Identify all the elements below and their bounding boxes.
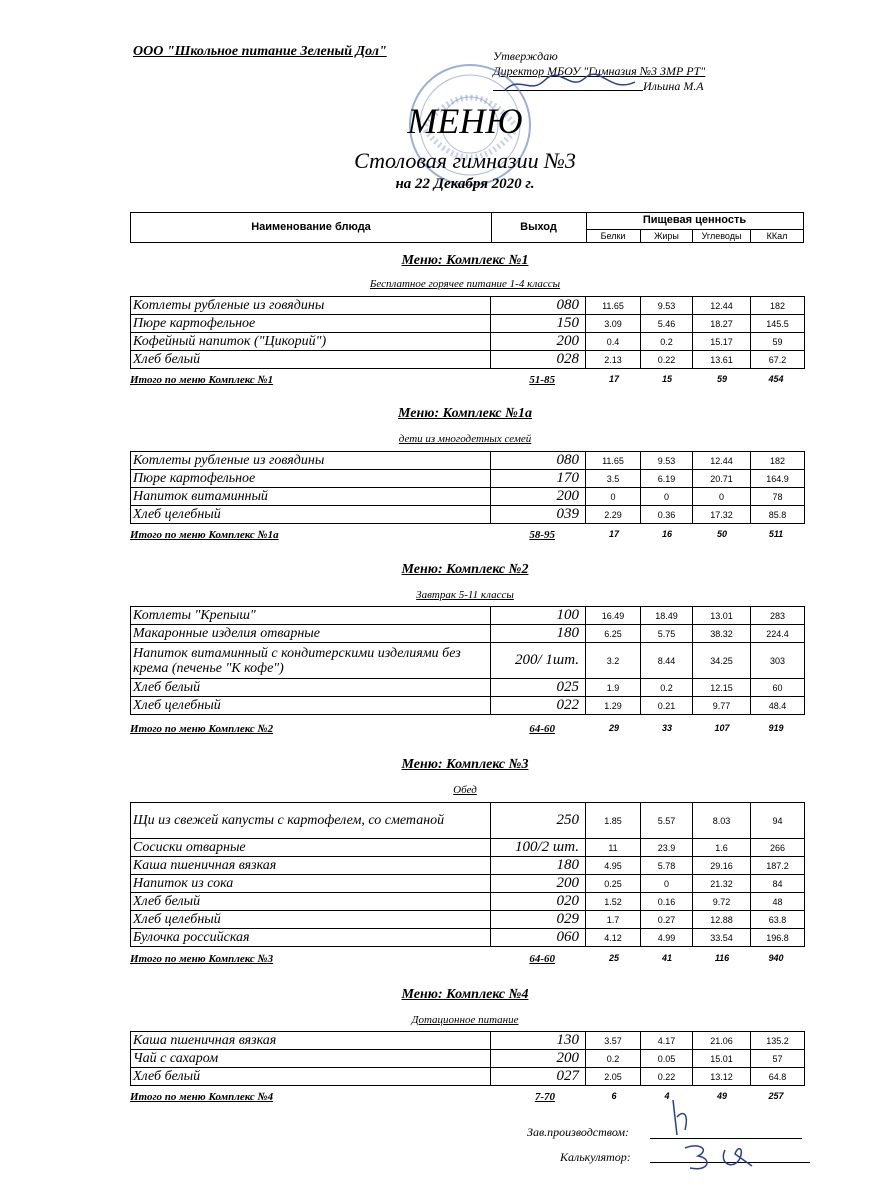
dish-carbs: 33.54: [693, 929, 751, 947]
dish-proteins: 0: [586, 488, 641, 506]
dish-carbs: 21.32: [693, 875, 751, 893]
table-row: [131, 697, 805, 715]
dish-kcal: 224.4: [751, 625, 805, 643]
dish-carbs: 17.32: [693, 506, 751, 524]
total-proteins: 25: [608, 953, 619, 963]
dish-carbs: 9.72: [693, 893, 751, 911]
dish-carbs: 13.12: [693, 1068, 751, 1086]
table-row: [131, 857, 805, 875]
dish-output: 200: [491, 875, 586, 893]
dish-kcal: 187.2: [751, 857, 805, 875]
total-output: 64-60: [529, 723, 555, 735]
dish-kcal: 85.8: [751, 506, 805, 524]
dish-name: Хлеб белый: [131, 679, 491, 697]
dish-fats: 4.99: [641, 929, 693, 947]
dish-kcal: 266: [751, 839, 805, 857]
dish-fats: 0: [641, 488, 693, 506]
dish-carbs: 13.01: [693, 607, 751, 625]
dish-kcal: 182: [751, 297, 805, 315]
dish-proteins: 3.2: [586, 643, 641, 679]
approve-name: Ильина М.А: [643, 79, 704, 93]
total-kcal: 919: [768, 723, 784, 733]
dish-fats: 23.9: [641, 839, 693, 857]
dish-proteins: 0.4: [586, 333, 641, 351]
dish-kcal: 48.4: [751, 697, 805, 715]
dish-proteins: 3.09: [586, 315, 641, 333]
dish-proteins: 2.13: [586, 351, 641, 369]
dish-fats: 0.16: [641, 893, 693, 911]
production-signature: [665, 1095, 695, 1140]
dish-proteins: 1.9: [586, 679, 641, 697]
dish-proteins: 0.2: [586, 1050, 641, 1068]
section-subtitle: Бесплатное горячее питание 1-4 классы: [369, 278, 561, 290]
dish-carbs: 12.15: [693, 679, 751, 697]
dish-carbs: 12.44: [693, 297, 751, 315]
dish-name: Котлеты рубленые из говядины: [131, 297, 491, 315]
dish-fats: 6.19: [641, 470, 693, 488]
dish-carbs: 0: [693, 488, 751, 506]
dish-fats: 9.53: [641, 452, 693, 470]
dish-kcal: 57: [751, 1050, 805, 1068]
total-label: Итого по меню Комплекс №3: [130, 953, 274, 965]
total-carbs: 49: [716, 1091, 727, 1101]
director-signature: [500, 70, 640, 100]
dish-name: Пюре картофельное: [131, 315, 491, 333]
dish-proteins: 1.85: [586, 803, 641, 839]
total-carbs: 116: [714, 953, 730, 963]
dish-name: Щи из свежей капусты с картофелем, со сметаной: [131, 803, 491, 839]
total-proteins: 29: [608, 723, 619, 733]
dish-output: 170: [491, 470, 586, 488]
dish-proteins: 2.29: [586, 506, 641, 524]
dish-name: Каша пшеничная вязкая: [131, 857, 491, 875]
total-fats: 16: [661, 529, 672, 539]
col-proteins-header: Белки: [586, 230, 641, 242]
dish-proteins: 3.5: [586, 470, 641, 488]
total-row: [0, 723, 873, 737]
dish-name: Хлеб белый: [131, 351, 491, 369]
dish-output: 060: [491, 929, 586, 947]
dish-name: Напиток витаминный с кондитерскими изделиями без крема (печенье "К кофе"): [131, 643, 491, 679]
dish-kcal: 303: [751, 643, 805, 679]
total-kcal: 511: [768, 529, 784, 539]
dish-fats: 0: [641, 875, 693, 893]
dish-kcal: 135.2: [751, 1032, 805, 1050]
table-header: [130, 212, 804, 243]
menu-table: [130, 606, 805, 715]
table-row: [131, 875, 805, 893]
dish-output: 130: [491, 1032, 586, 1050]
table-row: [131, 1032, 805, 1050]
dish-proteins: 2.05: [586, 1068, 641, 1086]
approve-position: Директор МБОУ "Гимназия №3 ЗМР РТ": [493, 64, 706, 78]
total-output: 64-60: [529, 953, 555, 965]
dish-name: Сосиски отварные: [131, 839, 491, 857]
dish-name: Хлеб целебный: [131, 506, 491, 524]
dish-proteins: 11.65: [586, 297, 641, 315]
dish-carbs: 38.32: [693, 625, 751, 643]
dish-carbs: 9.77: [693, 697, 751, 715]
dish-carbs: 20.71: [693, 470, 751, 488]
dish-name: Каша пшеничная вязкая: [131, 1032, 491, 1050]
total-output: 58-95: [529, 529, 555, 541]
dish-fats: 0.21: [641, 697, 693, 715]
dish-carbs: 21.06: [693, 1032, 751, 1050]
dish-kcal: 59: [751, 333, 805, 351]
table-row: [131, 643, 805, 679]
dish-fats: 5.75: [641, 625, 693, 643]
dish-fats: 5.78: [641, 857, 693, 875]
dish-output: 029: [491, 911, 586, 929]
dish-proteins: 3.57: [586, 1032, 641, 1050]
dish-kcal: 78: [751, 488, 805, 506]
table-row: [131, 911, 805, 929]
dish-kcal: 64.8: [751, 1068, 805, 1086]
dish-kcal: 145.5: [751, 315, 805, 333]
dish-output: 150: [491, 315, 586, 333]
dish-output: 200/ 1шт.: [491, 643, 586, 679]
dish-fats: 0.22: [641, 351, 693, 369]
dish-fats: 0.36: [641, 506, 693, 524]
total-carbs: 50: [716, 529, 727, 539]
dish-fats: 0.27: [641, 911, 693, 929]
dish-fats: 4.17: [641, 1032, 693, 1050]
dish-name: Напиток витаминный: [131, 488, 491, 506]
table-row: [131, 488, 805, 506]
page-title: МЕНЮ: [407, 101, 523, 141]
menu-table: [130, 1031, 805, 1086]
dish-fats: 0.05: [641, 1050, 693, 1068]
section-subtitle: Обед: [453, 784, 477, 796]
calculator-label: Калькулятор:: [560, 1150, 631, 1164]
dish-proteins: 11: [586, 839, 641, 857]
table-row: [131, 1068, 805, 1086]
total-kcal: 454: [768, 374, 784, 384]
dish-proteins: 4.95: [586, 857, 641, 875]
total-row: [0, 953, 873, 967]
section-title: Меню: Комплекс №1а: [398, 406, 532, 421]
table-row: [131, 506, 805, 524]
menu-table: [130, 451, 805, 524]
total-kcal: 940: [768, 953, 784, 963]
dish-output: 022: [491, 697, 586, 715]
col-carbs-header: Углеводы: [693, 230, 751, 242]
total-label: Итого по меню Комплекс №4: [130, 1091, 274, 1103]
dish-output: 200: [491, 333, 586, 351]
total-output: 7-70: [534, 1091, 555, 1103]
menu-date: на 22 Декабря 2020 г.: [395, 176, 535, 192]
dish-fats: 9.53: [641, 297, 693, 315]
dish-carbs: 12.44: [693, 452, 751, 470]
table-row: [131, 333, 805, 351]
col-name-header: Наименование блюда: [131, 213, 492, 242]
total-proteins: 6: [611, 1091, 617, 1101]
dish-carbs: 12.88: [693, 911, 751, 929]
total-fats: 15: [661, 374, 672, 384]
dish-output: 200: [491, 1050, 586, 1068]
table-row: [131, 929, 805, 947]
table-row: [131, 607, 805, 625]
dish-output: 200: [491, 488, 586, 506]
total-fats: 41: [661, 953, 672, 963]
dish-proteins: 1.7: [586, 911, 641, 929]
dish-output: 080: [491, 297, 586, 315]
dish-kcal: 283: [751, 607, 805, 625]
section-title: Меню: Комплекс №1: [401, 253, 529, 268]
dish-name: Макаронные изделия отварные: [131, 625, 491, 643]
section-subtitle: дети из многодетных семей: [398, 433, 532, 445]
col-output-header: Выход: [491, 213, 587, 242]
dish-kcal: 60: [751, 679, 805, 697]
approve-label: Утверждаю: [493, 49, 558, 63]
table-row: [131, 452, 805, 470]
dish-proteins: 6.25: [586, 625, 641, 643]
dish-name: Хлеб белый: [131, 893, 491, 911]
section-title: Меню: Комплекс №2: [401, 562, 529, 577]
total-output: 51-85: [529, 374, 555, 386]
dish-fats: 5.46: [641, 315, 693, 333]
dish-proteins: 16.49: [586, 607, 641, 625]
section-title: Меню: Комплекс №4: [401, 987, 529, 1002]
menu-table: [130, 296, 805, 369]
dish-kcal: 94: [751, 803, 805, 839]
dish-name: Котлеты рубленые из говядины: [131, 452, 491, 470]
dish-carbs: 34.25: [693, 643, 751, 679]
dish-carbs: 8.03: [693, 803, 751, 839]
total-label: Итого по меню Комплекс №2: [130, 723, 274, 735]
total-kcal: 257: [768, 1091, 784, 1101]
total-label: Итого по меню Комплекс №1а: [130, 529, 279, 541]
total-row: [0, 529, 873, 543]
dish-proteins: 1.29: [586, 697, 641, 715]
dish-output: 250: [491, 803, 586, 839]
total-label: Итого по меню Комплекс №1: [130, 374, 274, 386]
total-proteins: 17: [608, 529, 619, 539]
dish-fats: 0.22: [641, 1068, 693, 1086]
dish-kcal: 48: [751, 893, 805, 911]
dish-name: Хлеб целебный: [131, 911, 491, 929]
menu-table: [130, 802, 805, 947]
table-row: [131, 679, 805, 697]
page-subtitle: Столовая гимназии №3: [354, 148, 576, 173]
table-row: [131, 470, 805, 488]
dish-output: 080: [491, 452, 586, 470]
production-manager-label: Зав.производством:: [527, 1125, 630, 1139]
total-proteins: 17: [608, 374, 619, 384]
dish-carbs: 15.01: [693, 1050, 751, 1068]
dish-name: Пюре картофельное: [131, 470, 491, 488]
total-row: [0, 374, 873, 388]
dish-output: 039: [491, 506, 586, 524]
dish-fats: 8.44: [641, 643, 693, 679]
dish-output: 180: [491, 625, 586, 643]
dish-fats: 0.2: [641, 679, 693, 697]
table-row: [131, 1050, 805, 1068]
dish-kcal: 63.8: [751, 911, 805, 929]
dish-output: 100: [491, 607, 586, 625]
table-row: [131, 839, 805, 857]
dish-carbs: 18.27: [693, 315, 751, 333]
total-fats: 4: [664, 1091, 670, 1101]
dish-kcal: 84: [751, 875, 805, 893]
dish-proteins: 0.25: [586, 875, 641, 893]
dish-kcal: 67.2: [751, 351, 805, 369]
dish-name: Напиток из сока: [131, 875, 491, 893]
dish-carbs: 15.17: [693, 333, 751, 351]
dish-carbs: 13.61: [693, 351, 751, 369]
dish-output: 028: [491, 351, 586, 369]
table-row: [131, 625, 805, 643]
total-fats: 33: [661, 723, 672, 733]
dish-kcal: 164.9: [751, 470, 805, 488]
dish-proteins: 11.65: [586, 452, 641, 470]
dish-name: Котлеты "Крепыш": [131, 607, 491, 625]
total-row: [0, 1091, 873, 1105]
dish-name: Чай с сахаром: [131, 1050, 491, 1068]
dish-fats: 18.49: [641, 607, 693, 625]
dish-fats: 5.57: [641, 803, 693, 839]
dish-proteins: 1.52: [586, 893, 641, 911]
dish-name: Хлеб белый: [131, 1068, 491, 1086]
table-row: [131, 351, 805, 369]
dish-kcal: 196.8: [751, 929, 805, 947]
dish-carbs: 29.16: [693, 857, 751, 875]
table-row: [131, 803, 805, 839]
section-subtitle: Завтрак 5-11 классы: [416, 589, 514, 601]
dish-output: 025: [491, 679, 586, 697]
section-title: Меню: Комплекс №3: [401, 757, 529, 772]
col-kcal-header: ККал: [766, 231, 788, 241]
dish-output: 027: [491, 1068, 586, 1086]
total-carbs: 59: [716, 374, 727, 384]
table-row: [131, 893, 805, 911]
table-row: [131, 297, 805, 315]
dish-kcal: 182: [751, 452, 805, 470]
dish-fats: 0.2: [641, 333, 693, 351]
dish-name: Кофейный напиток ("Цикорий"): [131, 333, 491, 351]
dish-name: Хлеб целебный: [131, 697, 491, 715]
dish-carbs: 1.6: [693, 839, 751, 857]
dish-proteins: 4.12: [586, 929, 641, 947]
organization-name: ООО "Школьное питание Зеленый Дол": [133, 44, 387, 59]
calculator-signature: [680, 1140, 760, 1175]
table-row: [131, 315, 805, 333]
dish-output: 020: [491, 893, 586, 911]
dish-name: Булочка российская: [131, 929, 491, 947]
dish-output: 100/2 шт.: [491, 839, 586, 857]
col-fats-header: Жиры: [641, 230, 693, 242]
col-nutrition-header: Пищевая ценность: [586, 213, 803, 230]
dish-output: 180: [491, 857, 586, 875]
section-subtitle: Дотационное питание: [411, 1014, 519, 1026]
total-carbs: 107: [714, 723, 730, 733]
